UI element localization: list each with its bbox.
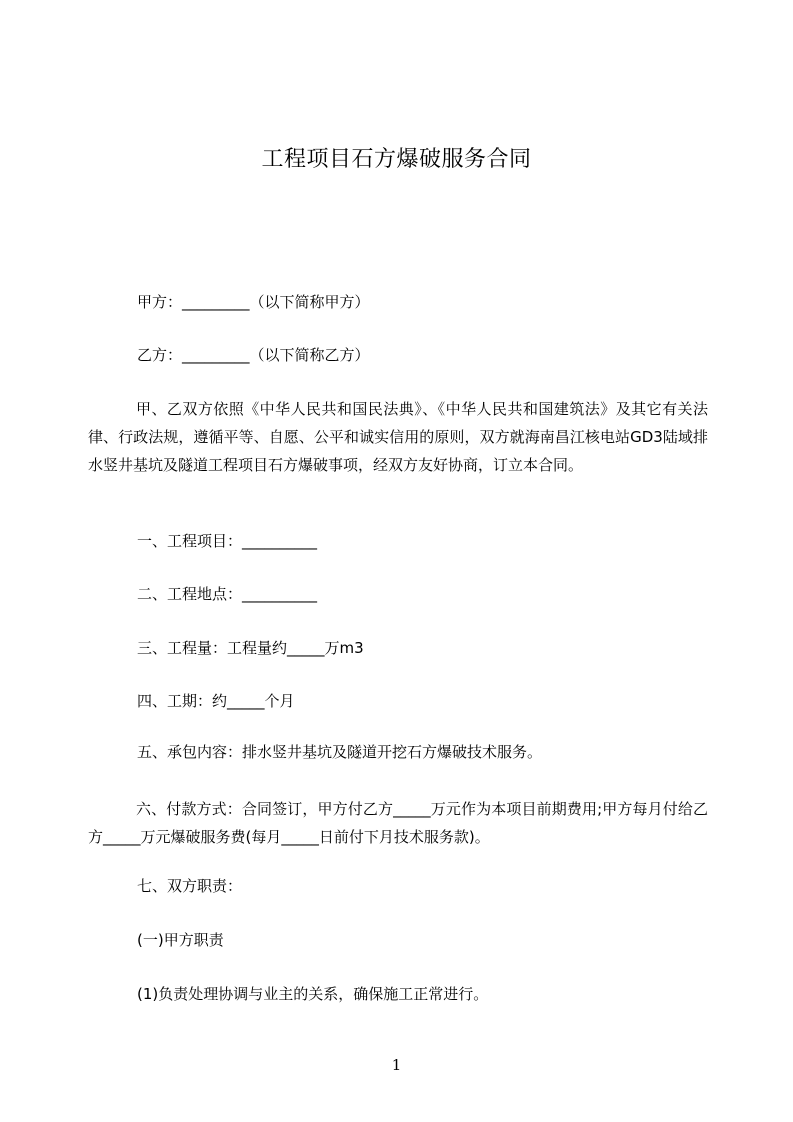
clause-payment: 六、付款方式：合同签订，甲方付乙方_____万元作为本项目前期费用;甲方每月付给乙方_____万元爆破服务费(每月_____日前付下月技术服务款)。 bbox=[88, 800, 708, 846]
clause-scope: 五、承包内容：排水竖井基坑及隧道开挖石方爆破技术服务。 bbox=[137, 743, 543, 761]
document-title: 工程项目石方爆破服务合同 bbox=[261, 147, 532, 172]
clause-quantity: 三、工程量：工程量约_____万m3 bbox=[137, 639, 364, 657]
clause-location: 二、工程地点：__________ bbox=[137, 585, 318, 603]
party-a-duties-heading: (一)甲方职责 bbox=[137, 931, 224, 949]
party-a-line: 甲方：_________（以下简称甲方） bbox=[137, 293, 370, 311]
clause-responsibilities-heading: 七、双方职责： bbox=[137, 877, 243, 895]
party-b-line: 乙方：_________（以下简称乙方） bbox=[137, 346, 370, 364]
page-number: 1 bbox=[391, 1056, 402, 1074]
preamble-paragraph: 甲、乙双方依照《中华人民共和国民法典》、《中华人民共和国建筑法》及其它有关法律、行政法规，遵循平等、自愿、公平和诚实信用的原则，双方就海南昌江核电站GD3陆域排水竖井基坑及隧道工程项目石方爆破事项，经双方友好协商，订立本合同。 bbox=[88, 400, 708, 474]
clause-project: 一、工程项目：__________ bbox=[137, 532, 318, 550]
clause-duration: 四、工期：约_____个月 bbox=[137, 692, 295, 710]
party-a-duty-1: (1)负责处理协调与业主的关系，确保施工正常进行。 bbox=[137, 985, 489, 1003]
